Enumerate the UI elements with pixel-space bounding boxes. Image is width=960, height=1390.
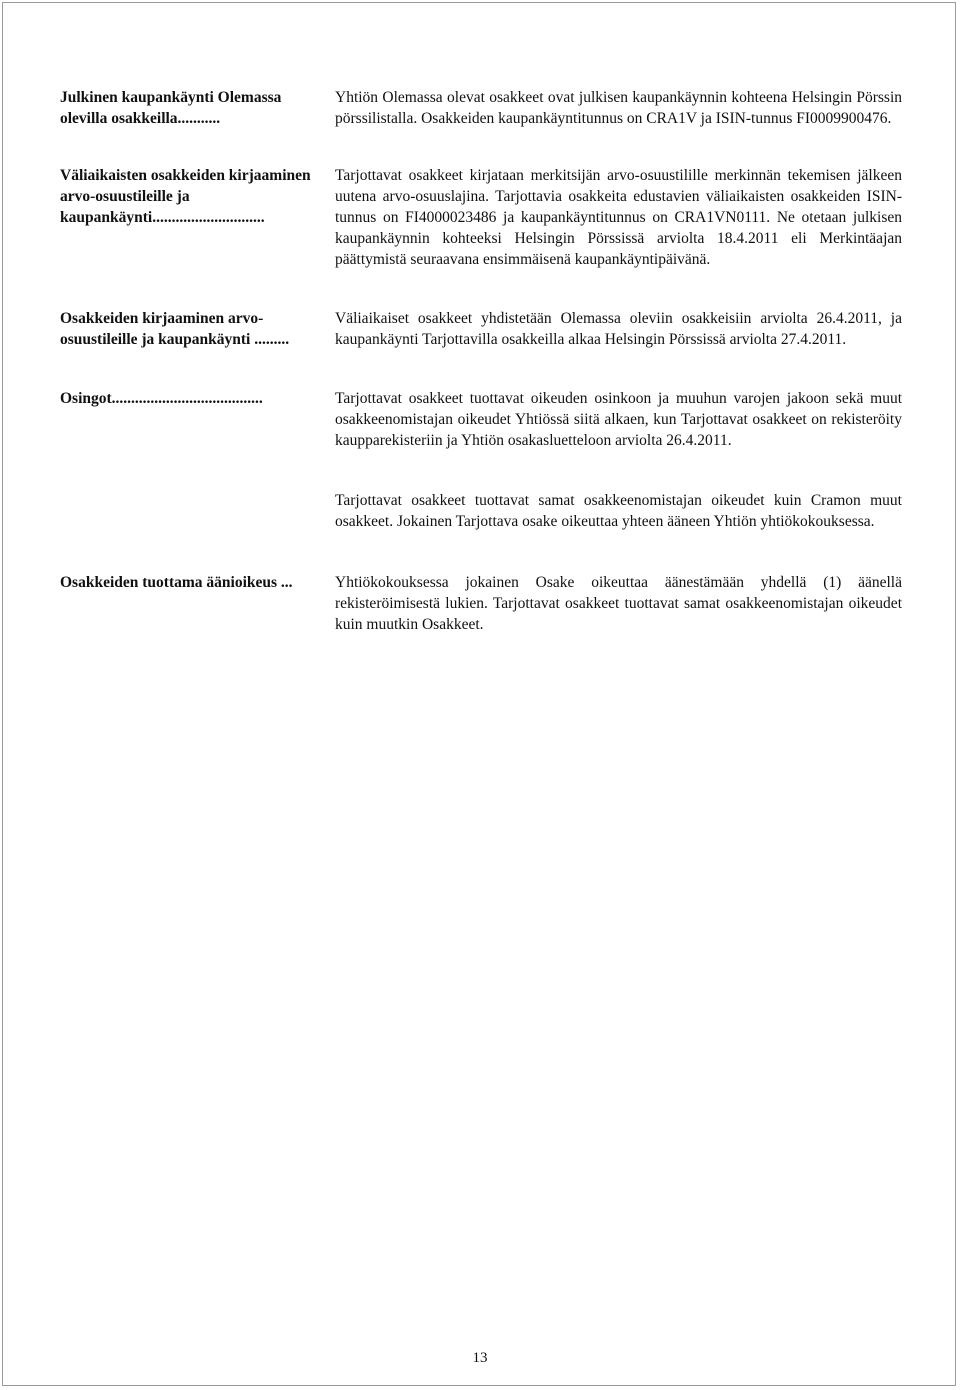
- section-label-voting-rights: Osakkeiden tuottama äänioikeus ...: [60, 574, 293, 591]
- paragraph-share-registration: Väliaikaiset osakkeet yhdistetään Olemassa oleviin osakkeisiin arviolta 26.4.2011, ja kaupankäynti Tarjottavilla osakkeilla alkaa Helsingin Pörssissä arviolta 27.4.2011.: [335, 310, 902, 348]
- section-label-trading-existing-shares: Julkinen kaupankäynti Olemassa olevilla osakkeilla...........: [60, 89, 282, 127]
- paragraph-interim-shares: Tarjottavat osakkeet kirjataan merkitsijän arvo-osuustilille merkinnän tekemisen jälkeen uutena arvo-osuuslajina. Tarjottavia osakkeita edustavien väliaikaisten osakkeiden ISIN-tunnus on FI4000023486 ja kaupankäyntitunnus on CRA1VN0111. Ne otetaan julkisen kaupankäynnin kohteeksi Helsingin Pörssissä arviolta 18.4.2011 eli Merkintäajan päättymistä seuraavana ensimmäisenä kaupankäyntipäivänä.: [335, 167, 902, 268]
- section-label-interim-shares: Väliaikaisten osakkeiden kirjaaminen arvo-osuustileille ja kaupankäynti.............................: [60, 167, 311, 226]
- paragraph-dividends-2: Tarjottavat osakkeet tuottavat samat osakkeenomistajan oikeudet kuin Cramon muut osakkeet. Jokainen Tarjottava osake oikeuttaa yhteen ääneen Yhtiön yhtiökokouksessa.: [335, 492, 902, 530]
- section-label-dividends: Osingot.......................................: [60, 390, 263, 407]
- section-label-share-registration: Osakkeiden kirjaaminen arvo-osuustileille ja kaupankäynti .........: [60, 310, 290, 348]
- paragraph-trading-existing-shares: Yhtiön Olemassa olevat osakkeet ovat julkisen kaupankäynnin kohteena Helsingin Pörssin pörssilistalla. Osakkeiden kaupankäyntitunnus on CRA1V ja ISIN-tunnus FI0009900476.: [335, 89, 902, 127]
- page-number: 13: [472, 1350, 488, 1366]
- paragraph-dividends-1: Tarjottavat osakkeet tuottavat oikeuden osinkoon ja muuhun varojen jakoon sekä muut osakkeenomistajan oikeudet Yhtiössä siitä alkaen, kun Tarjottavat osakkeet on rekisteröity kaupparekisteriin ja Yhtiön osakasluetteloon arviolta 26.4.2011.: [335, 390, 902, 449]
- paragraph-voting-rights: Yhtiökokouksessa jokainen Osake oikeuttaa äänestämään yhdellä (1) äänellä rekisteröimisestä lukien. Tarjottavat osakkeet tuottavat samat osakkeenomistajan oikeudet kuin muutkin Osakkeet.: [335, 574, 902, 633]
